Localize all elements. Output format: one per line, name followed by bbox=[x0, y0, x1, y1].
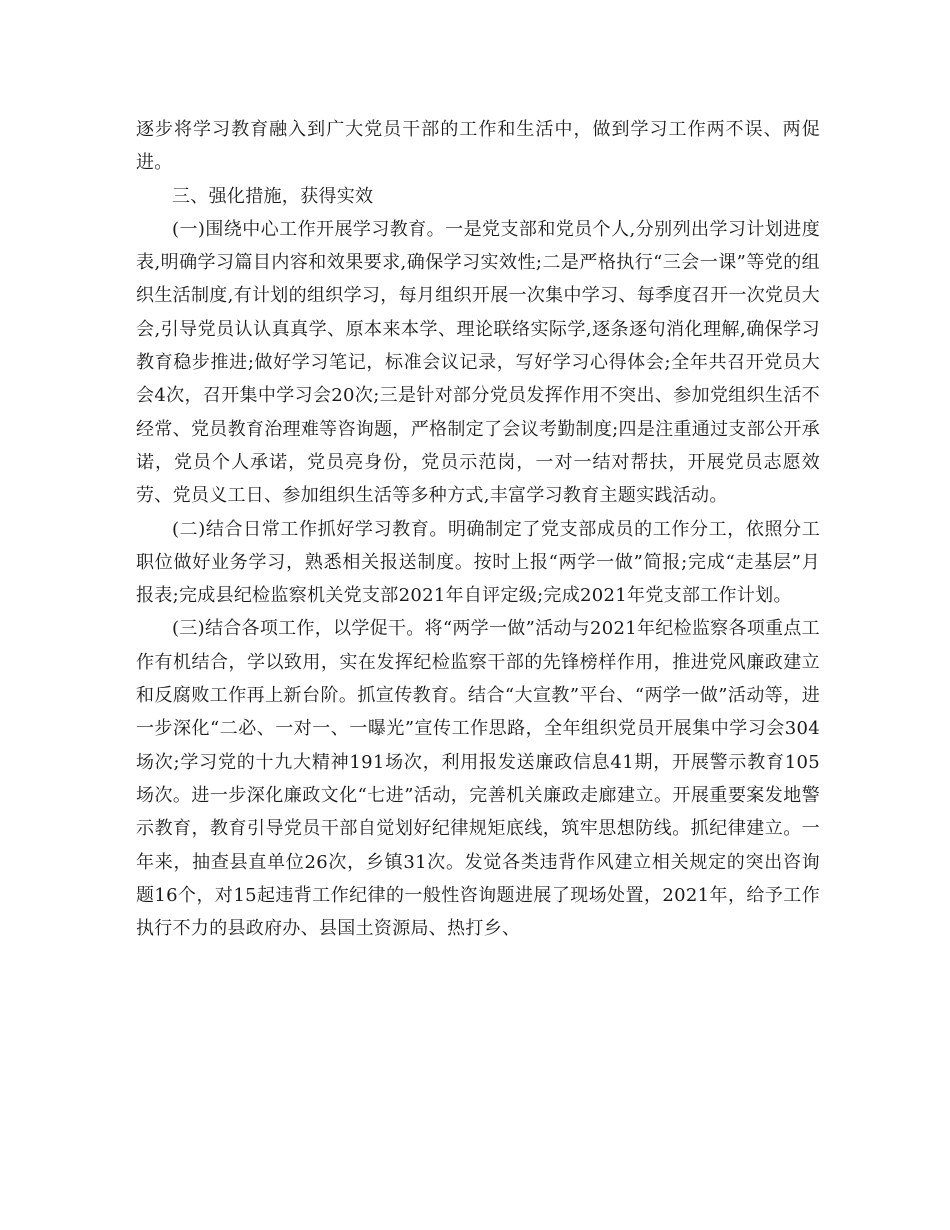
section-heading: 三、强化措施，获得实效 bbox=[172, 185, 374, 207]
document-body bbox=[136, 113, 820, 945]
paragraph-2: (二)结合日常工作抓好学习教育。明确制定了党支部成员的工作分工，依照分工职位做好业务学习，熟悉相关报送制度。按时上报“两学一做”简报;完成“走基层”月报表;完成县纪检监察机关党支部2021年自评定级;完成2021年党支部工作计划。 bbox=[136, 518, 820, 607]
paragraph-3: (三)结合各项工作，以学促干。将“两学一做”活动与2021年纪检监察各项重点工作有机结合，学以致用，实在发挥纪检监察干部的先锋榜样作用，推进党风廉政建立和反腐败工作再上新台阶。抓宣传教育。结合“大宣教”平台、“两学一做”活动等，进一步深化“二必、一对一、一曝光”宣传工作思路，全年组织党员开展集中学习会304场次;学习党的十九大精神191场次，利用报发送廉政信息41期，开展警示教育105场次。进一步深化廉政文化“七进”活动，完善机关廉政走廊建立。开展重要案发地警示教育，教育引导党员干部自觉划好纪律规矩底线，筑牢思想防线。抓纪律建立。一年来，抽查县直单位26次，乡镇31次。发觉各类违背作风建立相关规定的突出咨询题16个，对15起违背工作纪律的一般性咨询题进展了现场处置，2021年，给予工作执行不力的县政府办、县国土资源局、热打乡、 bbox=[136, 618, 820, 940]
paragraph-1: (一)围绕中心工作开展学习教育。一是党支部和党员个人,分别列出学习计划进度表,明确学习篇目内容和效果要求,确保学习实效性;二是严格执行“三会一课”等党的组织生活制度,有计划的组织学习，每月组织开展一次集中学习、每季度召开一次党员大会,引导党员认认真真学、原本来本学、理论联络实际学,逐条逐句消化理解,确保学习教育稳步推进;做好学习笔记，标准会议记录，写好学习心得体会;全年共召开党员大会4次，召开集中学习会20次;三是针对部分党员发挥作用不突出、参加党组织生活不经常、党员教育治理难等咨询题，严格制定了会议考勤制度;四是注重通过支部公开承诺，党员个人承诺，党员亮身份，党员示范岗，一对一结对帮扶，开展党员志愿效劳、党员义工日、参加组织生活等多种方式,丰富学习教育主题实践活动。 bbox=[136, 218, 820, 507]
paragraph-continuation: 逐步将学习教育融入到广大党员干部的工作和生活中，做到学习工作两不误、两促进。 bbox=[136, 119, 820, 174]
